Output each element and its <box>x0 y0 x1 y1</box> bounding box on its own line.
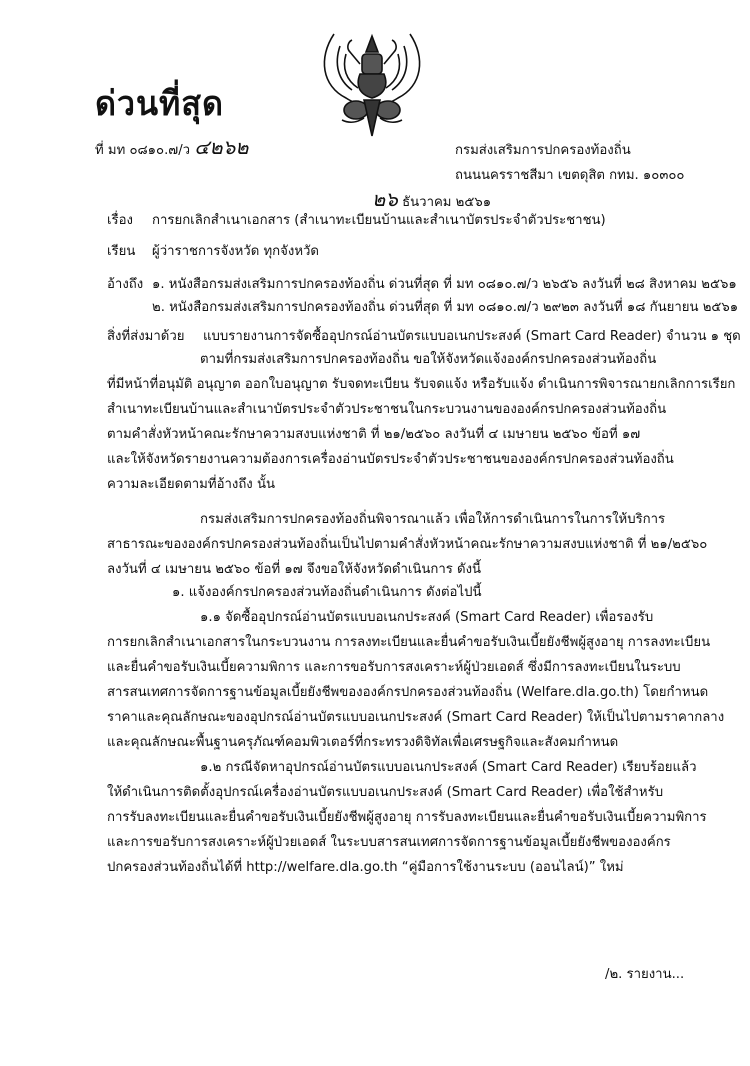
reference-item-1: ๑. หนังสือกรมส่งเสริมการปกครองท้องถิ่น ด่วนที่สุด ที่ มท ๐๘๑๐.๗/ว ๒๖๕๖ ลงวันที่ ๒๘ สิงหาคม ๒๕๖๑ <box>152 277 737 292</box>
reference-label: อ้างถึง <box>107 277 144 292</box>
item-1-1-line-3: และยื่นคำขอรับเงินเบี้ยความพิการ และการขอรับการสงเคราะห์ผู้ป่วยเอดส์ ซึ่งมีการลงทะเบียนในระบบ <box>107 660 681 675</box>
item-1-1-line-5: ราคาและคุณลักษณะของอุปกรณ์อ่านบัตรแบบอเนกประสงค์ (Smart Card Reader) ให้เป็นไปตามราคากลาง <box>107 710 725 725</box>
paragraph-2-line-3: ลงวันที่ ๔ เมษายน ๒๕๖๐ ข้อที่ ๑๗ จึงขอให้จังหวัดดำเนินการ ดังนี้ <box>107 562 482 577</box>
paragraph-1-line-1: ตามที่กรมส่งเสริมการปกครองท้องถิ่น ขอให้จังหวัดแจ้งองค์กรปกครองส่วนท้องถิ่น <box>200 352 657 367</box>
item-1-2-line-5: ปกครองส่วนท้องถิ่นได้ที่ http://welfare.dla.go.th “คู่มือการใช้งานระบบ (ออนไลน์)” ใหม่ <box>107 860 624 875</box>
paragraph-1-line-3: สำเนาทะเบียนบ้านและสำเนาบัตรประจำตัวประชาชนในกระบวนงานขององค์กรปกครองส่วนท้องถิ่น <box>107 402 667 417</box>
item-1-heading: ๑. แจ้งองค์กรปกครองส่วนท้องถิ่นดำเนินการ ดังต่อไปนี้ <box>172 585 482 600</box>
enclosure-label: สิ่งที่ส่งมาด้วย <box>107 329 185 344</box>
doc-number <box>95 137 248 161</box>
doc-number-handwritten: ๔๒๖๒ <box>194 135 249 159</box>
subject-text: การยกเลิกสำเนาเอกสาร (สำเนาทะเบียนบ้านและสำเนาบัตรประจำตัวประชาชน) <box>152 213 606 228</box>
page-continuation: /๒. รายงาน... <box>605 967 685 982</box>
item-1-2-line-4: และการขอรับการสงเคราะห์ผู้ป่วยเอดส์ ในระบบสารสนเทศการจัดการฐานข้อมูลเบี้ยยังชีพขององค์กร <box>107 835 671 850</box>
enclosure-text: แบบรายงานการจัดซื้ออุปกรณ์อ่านบัตรแบบอเนกประสงค์ (Smart Card Reader) จำนวน ๑ ชุด <box>203 329 741 344</box>
garuda-emblem-icon <box>312 28 432 140</box>
date-day-handwritten: ๒๖ <box>372 187 398 211</box>
item-1-1-line-1: ๑.๑ จัดซื้ออุปกรณ์อ่านบัตรแบบอเนกประสงค์ (Smart Card Reader) เพื่อรองรับ <box>200 610 654 625</box>
doc-number-label: ที่ มท ๐๘๑๐.๗/ว <box>95 143 191 158</box>
item-1-1-line-2: การยกเลิกสำเนาเอกสารในกระบวนงาน การลงทะเบียนและยื่นคำขอรับเงินเบี้ยยังชีพผู้สูงอายุ การลงทะเบียน <box>107 635 711 650</box>
to-text: ผู้ว่าราชการจังหวัด ทุกจังหวัด <box>152 244 319 259</box>
agency-name: กรมส่งเสริมการปกครองท้องถิ่น <box>455 143 631 158</box>
item-1-2-line-1: ๑.๒ กรณีจัดหาอุปกรณ์อ่านบัตรแบบอเนกประสงค์ (Smart Card Reader) เรียบร้อยแล้ว <box>200 760 697 775</box>
subject-label: เรื่อง <box>107 213 133 228</box>
item-1-1-line-4: สารสนเทศการจัดการฐานข้อมูลเบี้ยยังชีพขององค์กรปกครองส่วนท้องถิ่น (Welfare.dla.go.th) โดยกำหนด <box>107 685 709 700</box>
paragraph-2-line-1: กรมส่งเสริมการปกครองท้องถิ่นพิจารณาแล้ว เพื่อให้การดำเนินการในการให้บริการ <box>200 512 666 527</box>
item-1-2-line-3: การรับลงทะเบียนและยื่นคำขอรับเงินเบี้ยยังชีพผู้สูงอายุ การรับลงทะเบียนและยื่นคำขอรับเงินเบี้ยความพิการ <box>107 810 707 825</box>
to-label: เรียน <box>107 244 136 259</box>
reference-item-2: ๒. หนังสือกรมส่งเสริมการปกครองท้องถิ่น ด่วนที่สุด ที่ มท ๐๘๑๐.๗/ว ๒๙๒๓ ลงวันที่ ๑๘ กันยายน ๒๕๖๑ <box>152 300 739 315</box>
item-1-1-line-6: และคุณลักษณะพื้นฐานครุภัณฑ์คอมพิวเตอร์ที่กระทรวงดิจิทัลเพื่อเศรษฐกิจและสังคมกำหนด <box>107 735 619 750</box>
paragraph-1-line-6: ความละเอียดตามที่อ้างถึง นั้น <box>107 477 275 492</box>
document-date <box>372 189 491 213</box>
paragraph-2-line-2: สาธารณะขององค์กรปกครองส่วนท้องถิ่นเป็นไปตามคำสั่งหัวหน้าคณะรักษาความสงบแห่งชาติ ที่ ๒๑/๒๕๖๐ <box>107 537 708 552</box>
date-month-year: ธันวาคม ๒๕๖๑ <box>402 195 492 210</box>
agency-address: ถนนนครราชสีมา เขตดุสิต กทม. ๑๐๓๐๐ <box>455 168 685 183</box>
paragraph-1-line-4: ตามคำสั่งหัวหน้าคณะรักษาความสงบแห่งชาติ ที่ ๒๑/๒๕๖๐ ลงวันที่ ๔ เมษายน ๒๕๖๐ ข้อที่ ๑๗ <box>107 427 641 442</box>
item-1-2-line-2: ให้ดำเนินการติดตั้งอุปกรณ์เครื่องอ่านบัตรแบบอเนกประสงค์ (Smart Card Reader) เพื่อใช้สำหรับ <box>107 785 664 800</box>
paragraph-1-line-2: ที่มีหน้าที่อนุมัติ อนุญาต ออกใบอนุญาต รับจดทะเบียน รับจดแจ้ง หรือรับแจ้ง ดำเนินการพิจารณายกเลิกการเรียก <box>107 377 736 392</box>
paragraph-1-line-5: และให้จังหวัดรายงานความต้องการเครื่องอ่านบัตรประจำตัวประชาชนขององค์กรปกครองส่วนท้องถิ่น <box>107 452 674 467</box>
urgency-heading: ด่วนที่สุด <box>95 84 224 124</box>
